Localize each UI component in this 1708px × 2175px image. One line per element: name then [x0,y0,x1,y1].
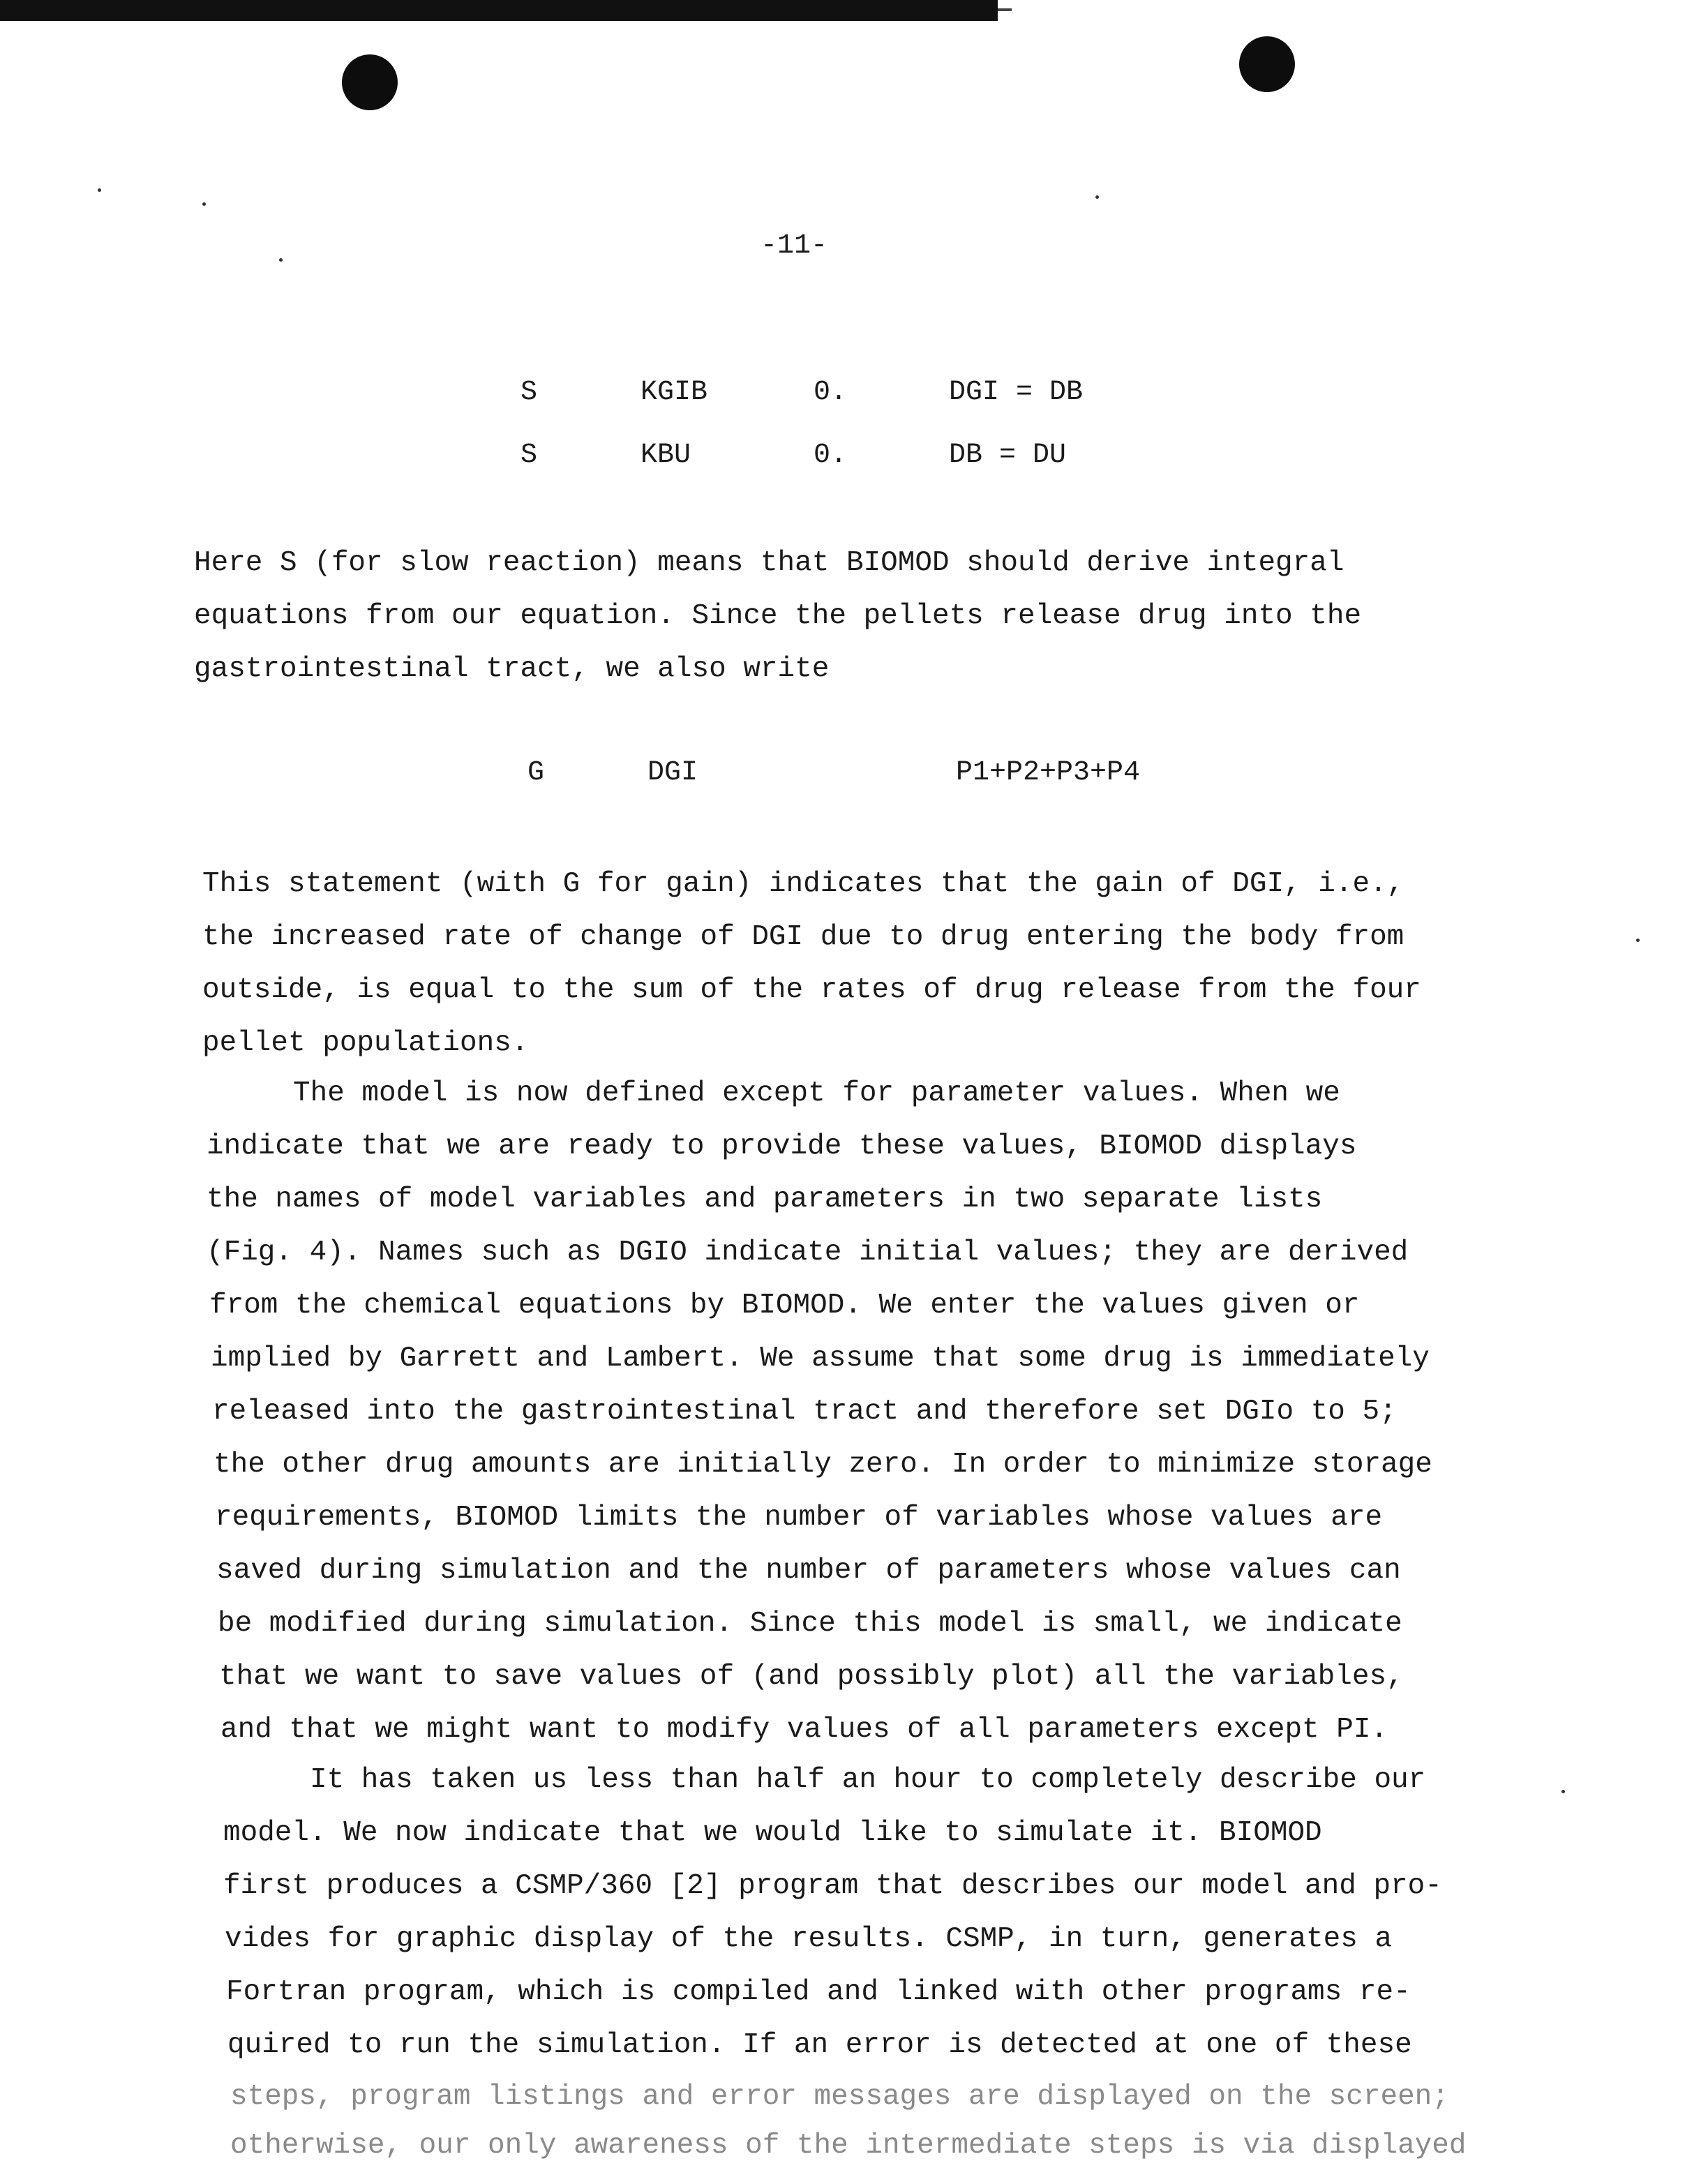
paragraph-line: It has taken us less than half an hour to completely describe our [310,1764,1426,1796]
equation-reaction: DB = DU [949,440,1067,471]
paragraph-line: the other drug amounts are initially zero. In order to minimize storage [214,1449,1432,1481]
paragraph-line: and that we might want to modify values of all parameters except PI. [220,1714,1388,1746]
paragraph-line-faded: otherwise, our only awareness of the intermediate steps is via displayed [230,2130,1467,2162]
paragraph-line: implied by Garrett and Lambert. We assume that some drug is immediately [211,1343,1430,1375]
equation-name: KGIB [640,377,708,408]
paragraph-line: equations from our equation. Since the pellets release drug into the [194,600,1362,632]
paragraph-line: model. We now indicate that we would like to simulate it. BIOMOD [223,1817,1322,1849]
scan-speck [1561,1790,1565,1793]
gain-type: G [527,757,545,788]
equation-type: S [520,440,538,471]
equation-reaction: DGI = DB [949,377,1084,408]
scan-speck [202,202,206,206]
scan-top-edge-tail [998,8,1012,11]
paragraph-line: from the chemical equations by BIOMOD. We enter the values given or [209,1290,1360,1322]
paragraph-line: (Fig. 4). Names such as DGIO indicate initial values; they are derived [207,1236,1409,1269]
punch-hole-right [1239,36,1295,92]
scan-speck [98,188,101,192]
paragraph-line: Here S (for slow reaction) means that BIOMOD should derive integral [194,547,1344,579]
paragraph-line: The model is now defined except for parameter values. When we [293,1077,1340,1109]
gain-name: DGI [647,757,698,788]
paragraph-line: be modified during simulation. Since this model is small, we indicate [218,1608,1402,1640]
paragraph-line: first produces a CSMP/360 [2] program that describes our model and pro- [223,1870,1442,1902]
paragraph-line: quired to run the simulation. If an error is detected at one of these [227,2029,1412,2061]
paragraph-line: indicate that we are ready to provide these values, BIOMOD displays [207,1130,1357,1163]
paragraph-line: saved during simulation and the number of parameters whose values can [216,1555,1401,1587]
page-number: -11- [761,230,828,262]
scan-top-edge [0,0,998,21]
equation-type: S [520,377,538,408]
paragraph-line: Fortran program, which is compiled and linked with other programs re- [226,1976,1411,2008]
scan-speck [279,258,283,262]
gain-expression: P1+P2+P3+P4 [956,757,1141,788]
paragraph-line: gastrointestinal tract, we also write [194,653,830,685]
paragraph-line: vides for graphic display of the results. CSMP, in turn, generates a [225,1923,1393,1955]
paragraph-line: the names of model variables and parameters in two separate lists [207,1183,1323,1216]
equation-name: KBU [640,440,691,471]
punch-hole-left [342,54,398,110]
paragraph-line: the increased rate of change of DGI due to drug entering the body from [202,921,1404,953]
paragraph-line-faded: steps, program listings and error messages are displayed on the screen; [230,2081,1449,2113]
scan-speck [1636,939,1640,942]
paragraph-line: pellet populations. [202,1027,529,1059]
paragraph-line: outside, is equal to the sum of the rates of drug release from the four [202,974,1421,1006]
paragraph-line: This statement (with G for gain) indicates that the gain of DGI, i.e., [202,868,1404,900]
equation-value: 0. [814,440,848,471]
paragraph-line: requirements, BIOMOD limits the number of variables whose values are [215,1502,1383,1534]
equation-value: 0. [814,377,848,408]
paragraph-line: released into the gastrointestinal tract and therefore set DGIo to 5; [212,1396,1397,1428]
scan-speck [1095,195,1099,199]
paragraph-line: that we want to save values of (and possibly plot) all the variables, [219,1661,1404,1693]
